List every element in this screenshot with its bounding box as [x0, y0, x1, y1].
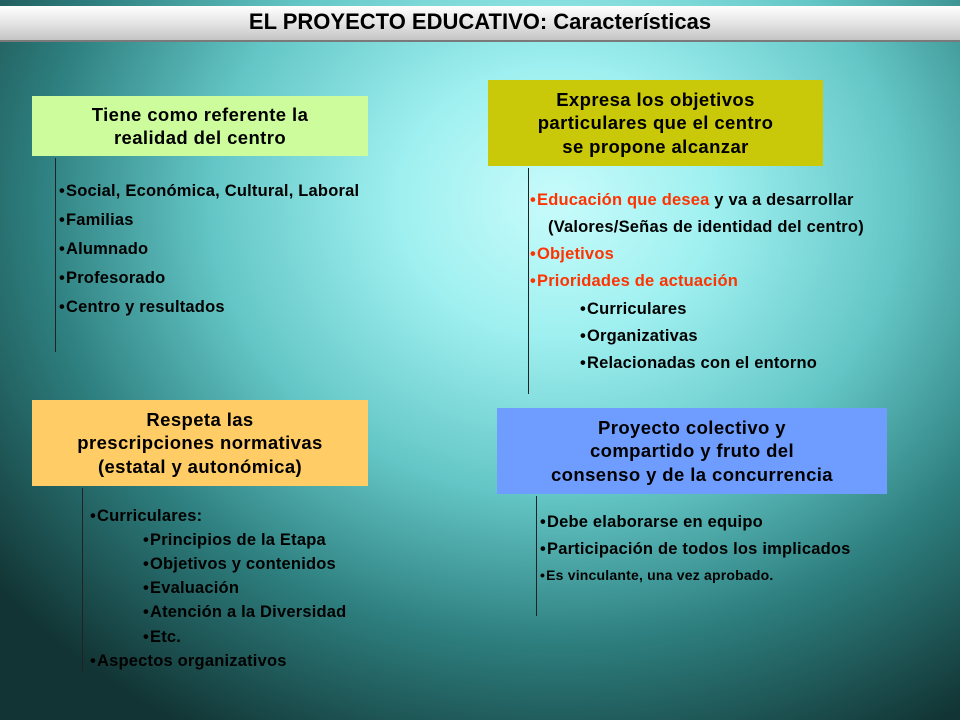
list-item: •Es vinculante, una vez aprobado.	[540, 567, 774, 583]
sub-list-item: •Principios de la Etapa	[143, 531, 326, 549]
list-item: •Familias	[59, 211, 134, 229]
sub-list-item: •Curriculares	[580, 300, 687, 318]
list-item: •Aspectos organizativos	[90, 652, 287, 670]
list-item-continuation: (Valores/Señas de identidad del centro)	[548, 218, 864, 236]
box-proyecto-colectivo	[497, 408, 887, 494]
title-bar	[0, 6, 960, 42]
sub-list-item: •Atención a la Diversidad	[143, 603, 347, 621]
list-item: •Centro y resultados	[59, 298, 225, 316]
sub-list-item: •Evaluación	[143, 579, 240, 597]
box-prescripciones-normativas-text: Respeta las prescripciones normativas (estatal y autonómica)	[77, 409, 323, 477]
list-item: •Social, Económica, Cultural, Laboral	[59, 182, 360, 200]
list-item: •Profesorado	[59, 269, 166, 287]
connector-line	[55, 158, 56, 352]
list-item: •Educación que desea y va a desarrollar	[530, 191, 854, 209]
box-realidad-centro-text: Tiene como referente la realidad del centro	[91, 103, 309, 148]
sub-list-item: •Etc.	[143, 628, 182, 646]
connector-line	[528, 168, 529, 394]
box-prescripciones-normativas	[32, 400, 368, 486]
list-item: •Prioridades de actuación	[530, 272, 739, 290]
box-proyecto-colectivo-text: Proyecto colectivo y compartido y fruto del consenso y de la concurrencia	[550, 417, 833, 485]
slide-title: EL PROYECTO EDUCATIVO: Características	[248, 9, 712, 34]
box-objetivos-centro-text: Expresa los objetivos particulares que el centro se propone alcanzar	[537, 89, 774, 157]
box-objetivos-centro	[488, 80, 823, 166]
sub-list-item: •Relacionadas con el entorno	[580, 354, 818, 372]
box-realidad-centro	[32, 96, 368, 156]
sub-list-item: •Organizativas	[580, 327, 698, 345]
connector-line	[82, 488, 83, 672]
connector-line	[536, 496, 537, 616]
list-item: •Objetivos	[530, 245, 614, 263]
list-item: •Participación de todos los implicados	[540, 540, 851, 558]
list-item: •Debe elaborarse en equipo	[540, 513, 763, 531]
list-item: •Curriculares:	[90, 507, 203, 525]
list-item: •Alumnado	[59, 240, 149, 258]
sub-list-item: •Objetivos y contenidos	[143, 555, 336, 573]
